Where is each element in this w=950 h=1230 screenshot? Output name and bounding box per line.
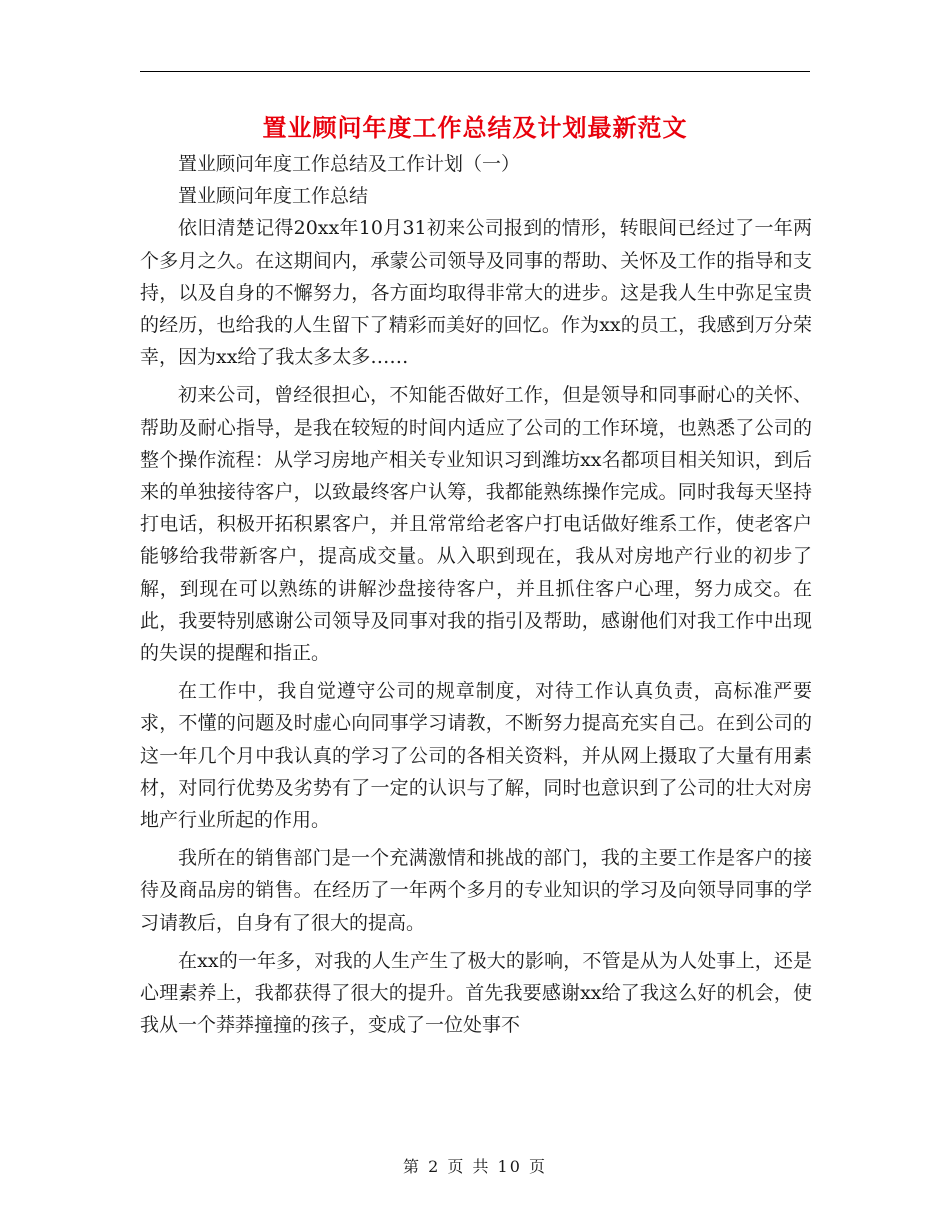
document-body [140,148,812,1041]
body-paragraph: 在工作中，我自觉遵守公司的规章制度，对待工作认真负责，高标准严要求，不懂的问题及时虚心向同事学习请教，不断努力提高充实自己。在到公司的这一年几个月中我认真的学习了公司的各相关资料，并从网上摄取了大量有用素材，对同行优势及劣势有了一定的认识与了解，同时也意识到了公司的壮大对房地产行业所起的作用。 [140,680,812,832]
body-paragraph: 依旧清楚记得20xx年10月31初来公司报到的情形，转眼间已经过了一年两个多月之久。在这期间内，承蒙公司领导及同事的帮助、关怀及工作的指导和支持，以及自身的不懈努力，各方面均取得非常大的进步。这是我人生中弥足宝贵的经历，也给我的人生留下了精彩而美好的回忆。作为xx的员工，我感到万分荣幸，因为xx给了我太多太多…… [140,217,812,369]
body-paragraph: 初来公司，曾经很担心，不知能否做好工作，但是领导和同事耐心的关怀、帮助及耐心指导，是我在较短的时间内适应了公司的工作环境，也熟悉了公司的整个操作流程：从学习房地产相关专业知识习到潍坊xx名都项目相关知识，到后来的单独接待客户，以致最终客户认筹，我都能熟练操作完成。同时我每天坚持打电话，积极开拓积累客户，并且常常给老客户打电话做好维系工作，使老客户能够给我带新客户，提高成交量。从入职到现在，我从对房地产行业的初步了解，到现在可以熟练的讲解沙盘接待客户，并且抓住客户心理，努力成交。在此，我要特别感谢公司领导及同事对我的指引及帮助，感谢他们对我工作中出现的失误的提醒和指正。 [140,384,812,665]
header-rule [140,71,810,72]
page-number: 第 2 页 共 10 页 [403,1157,547,1176]
subsection-heading: 置业顾问年度工作总结 [178,185,369,208]
section-heading: 置业顾问年度工作总结及工作计划（一） [178,153,521,175]
body-paragraph: 在xx的一年多，对我的人生产生了极大的影响，不管是从为人处事上，还是心理素养上，我都获得了很大的提升。首先我要感谢xx给了我这么好的机会，使我从一个莽莽撞撞的孩子，变成了一位处事不 [140,949,812,1037]
document-title: 置业顾问年度工作总结及计划最新范文 [262,114,688,142]
body-paragraph: 我所在的销售部门是一个充满激情和挑战的部门，我的主要工作是客户的接待及商品房的销售。在经历了一年两个多月的专业知识的学习及向领导同事的学习请教后，自身有了很大的提高。 [140,847,812,934]
